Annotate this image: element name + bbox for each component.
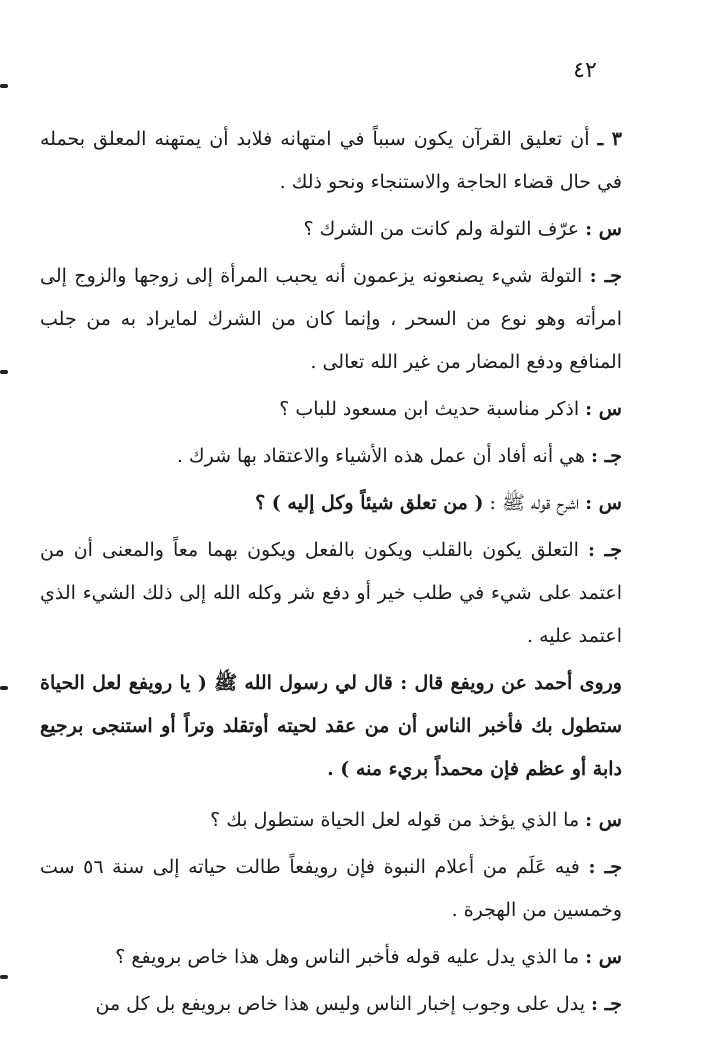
- question-marker: س :: [585, 218, 622, 240]
- answer-text: هي أنه أفاد أن عمل هذه الأشياء والاعتقاد بها شرك .: [176, 445, 592, 467]
- answer-marker: جـ :: [589, 265, 622, 287]
- question-marker: س :: [585, 809, 622, 831]
- question-marker: س :: [585, 946, 622, 968]
- page-number: ٤٢: [573, 58, 597, 83]
- question-marker: س :: [585, 398, 622, 420]
- question-text: ما الذي يدل عليه قوله فأخبر الناس وهل هذا خاص برويفع ؟: [115, 946, 586, 968]
- item-number: ٣ ـ: [597, 128, 622, 150]
- answer-paragraph: [40, 529, 622, 658]
- answer-paragraph: [40, 983, 622, 1026]
- answer-marker: جـ :: [591, 993, 622, 1015]
- hadith-quote: ( من تعلق شيئاً وكل إليه ) ؟: [255, 492, 484, 514]
- question-paragraph: [40, 208, 622, 251]
- margin-mark: [0, 84, 8, 88]
- hadith-paragraph: [40, 662, 622, 791]
- question-marker: س :: [585, 492, 622, 514]
- question-paragraph: [40, 936, 622, 979]
- answer-paragraph: [40, 846, 622, 932]
- question-text: اشرح قوله ﷺ :: [483, 492, 586, 514]
- margin-mark: [0, 686, 8, 690]
- margin-mark: [0, 975, 8, 979]
- answer-marker: جـ :: [591, 445, 622, 467]
- answer-paragraph: [40, 255, 622, 384]
- answer-marker: جـ :: [588, 539, 622, 561]
- margin-mark: [0, 370, 8, 374]
- answer-text: التولة شيء يصنعونه يزعمون أنه يحبب المرأة إلى زوجها والزوج إلى امرأته وهو نوع من السحر ، وإنما كان من الشرك لمايراد به من جلب المنافع ودفع المضار من غير الله تعالى .: [40, 265, 622, 373]
- answer-marker: جـ :: [588, 856, 622, 878]
- answer-text: يدل على وجوب إخبار الناس وليس هذا خاص برويفع بل كل من: [95, 993, 592, 1015]
- question-paragraph: [40, 799, 622, 842]
- question-text: ما الذي يؤخذ من قوله لعل الحياة ستطول بك ؟: [210, 809, 586, 831]
- question-paragraph: [40, 388, 622, 431]
- paragraph-point-3: [40, 118, 622, 204]
- body-text: [40, 118, 622, 1030]
- question-paragraph: [40, 482, 622, 525]
- answer-text: التعلق يكون بالقلب ويكون بالفعل ويكون بهما معاً والمعنى أن من اعتمد على شيء في طلب خير أو دفع شر وكله الله إلى ذلك الشيء الذي اعتمد عليه .: [40, 539, 622, 647]
- paragraph-text: أن تعليق القرآن يكون سبباً في امتهانه فلابد أن يمتهنه المعلق بحمله في حال قضاء الحاجة والاستنجاء ونحو ذلك .: [40, 128, 622, 193]
- question-text: عرّف التولة ولم كانت من الشرك ؟: [303, 218, 586, 240]
- answer-paragraph: [40, 435, 622, 478]
- hadith-text: وروى أحمد عن رويفع قال : قال لي رسول الله ﷺ ( يا رويفع لعل الحياة ستطول بك فأخبر الناس أن من عقد لحيته أوتقلد وتراً أو استنجى برجيع دابة أو عظم فإن محمداً بريء منه ) .: [40, 672, 622, 780]
- answer-text: فيه عَلَم من أعلام النبوة فإن رويفعاً طالت حياته إلى سنة ٥٦ ست وخمسين من الهجرة .: [40, 856, 622, 921]
- question-text: اذكر مناسبة حديث ابن مسعود للباب ؟: [279, 398, 586, 420]
